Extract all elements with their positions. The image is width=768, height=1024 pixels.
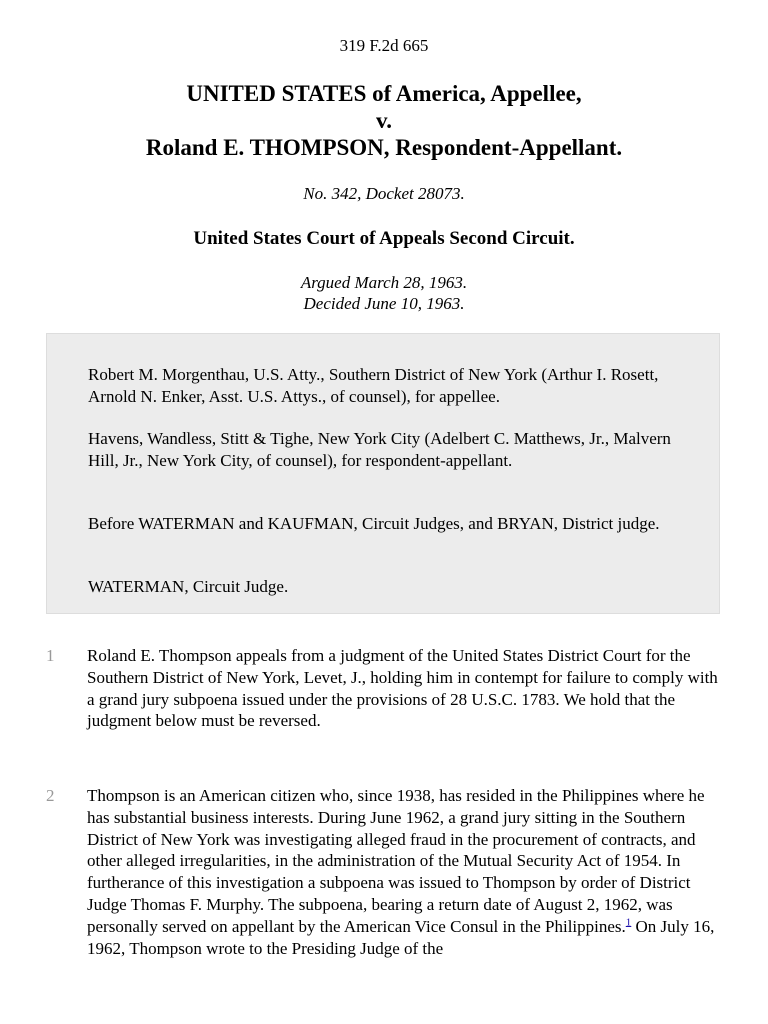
- argued-date: Argued March 28, 1963.: [300, 273, 468, 292]
- footnote-link[interactable]: 1: [625, 916, 632, 929]
- case-title-appellant: Roland E. THOMPSON, Respondent-Appellant.: [145, 135, 623, 160]
- paragraph-number: 1: [46, 646, 55, 665]
- judges-panel: Before WATERMAN and KAUFMAN, Circuit Judges, and BRYAN, District judge.: [88, 514, 660, 533]
- counsel-appellee: Robert M. Morgenthau, U.S. Atty., Southern District of New York (Arthur I. Rosett, Arnold N. Enker, Asst. U.S. Attys., of counsel), for appellee.: [88, 365, 659, 406]
- paragraph-number: 2: [46, 786, 55, 805]
- decided-date: Decided June 10, 1963.: [303, 294, 465, 313]
- opinion-paragraph: Roland E. Thompson appeals from a judgment of the United States District Court for the Southern District of New York, Levet, J., holding him in contempt for failure to comply with a grand jury subpoena issued under the provisions of 28 U.S.C. 1783. We hold that the judgment below must be reversed.: [87, 646, 718, 731]
- case-title: [0, 80, 768, 161]
- paragraph-text: Thompson is an American citizen who, since 1938, has resided in the Philippines where he has substantial business interests. During June 1962, a grand jury sitting in the Southern District of New York was investigating alleged fraud in the procurement of contracts, and other alleged irregularities, in the administration of the Mutual Security Act of 1954. In furtherance of this investigation a subpoena was issued to Thompson by order of District Judge Thomas F. Murphy. The subpoena, bearing a return date of August 2, 1962, was personally served on appellant by the American Vice Consul in the Philippines.: [87, 786, 705, 936]
- case-title-appellee: UNITED STATES of America, Appellee,: [186, 81, 582, 106]
- docket-number: No. 342, Docket 28073.: [303, 184, 465, 203]
- case-dates: [0, 272, 768, 314]
- counsel-panel: [46, 333, 720, 614]
- counsel-appellant: Havens, Wandless, Stitt & Tighe, New York City (Adelbert C. Matthews, Jr., Malvern Hill, Jr., New York City, of counsel), for respondent-appellant.: [88, 429, 671, 470]
- paragraph-text: On July 16, 1962, Thompson wrote to the Presiding Judge of the: [87, 916, 715, 958]
- court-name: United States Court of Appeals Second Circuit.: [193, 228, 575, 249]
- opinion-paragraph: [87, 785, 727, 959]
- case-citation: 319 F.2d 665: [339, 36, 429, 55]
- opinion-author: WATERMAN, Circuit Judge.: [88, 577, 289, 596]
- case-title-versus: v.: [376, 108, 392, 133]
